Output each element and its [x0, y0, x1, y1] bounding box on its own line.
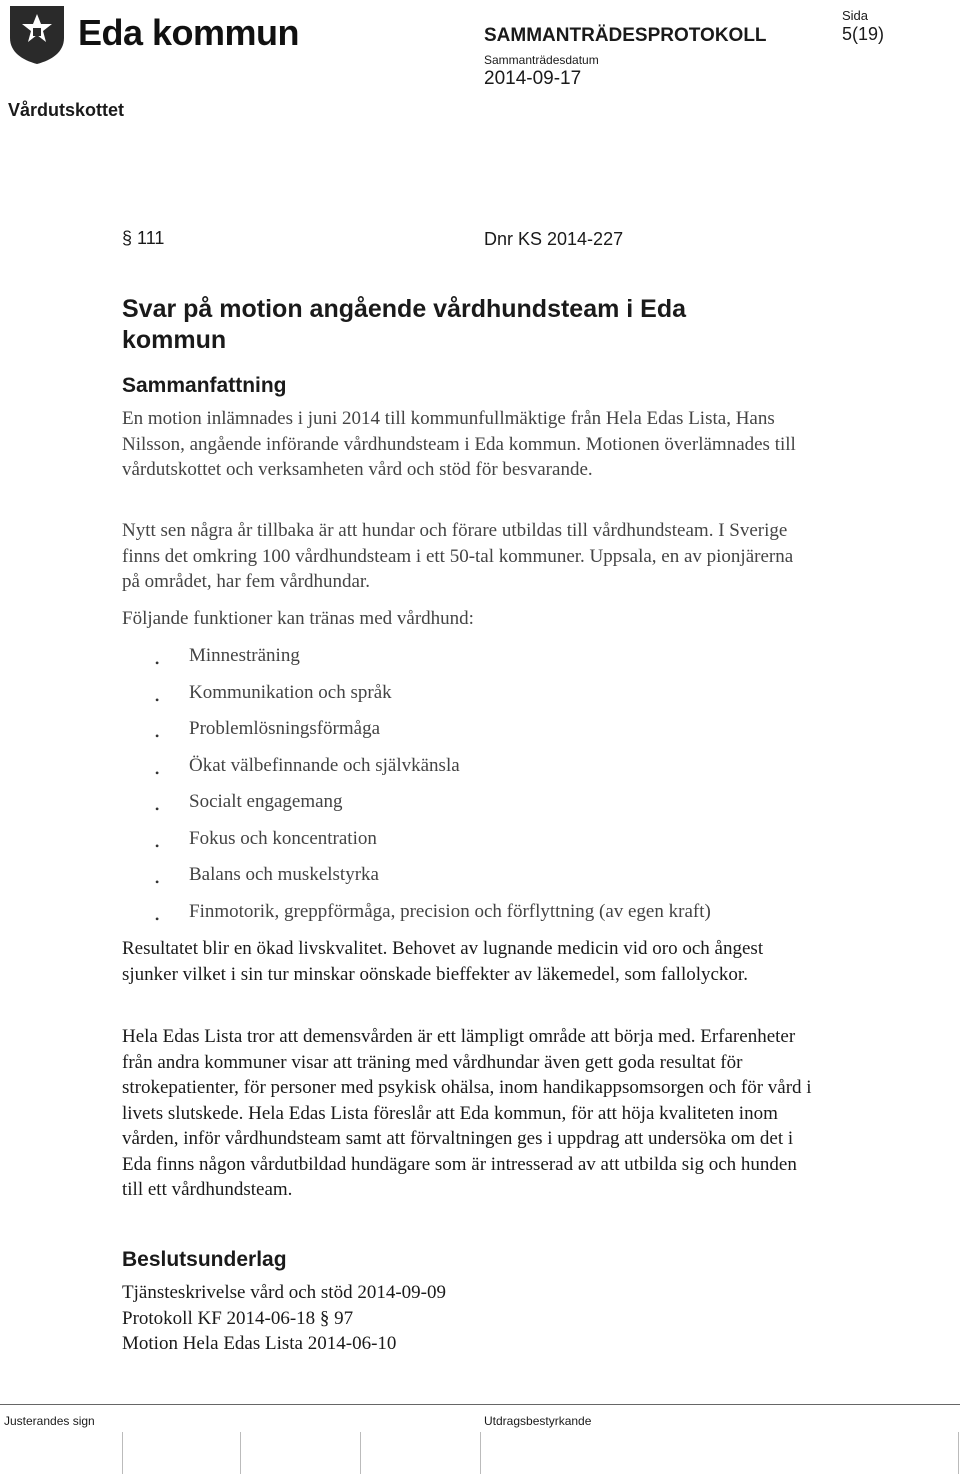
- bullet-icon: •: [155, 692, 160, 707]
- committee-name: Vårdutskottet: [8, 100, 125, 120]
- list-item: • Minnesträning: [122, 643, 711, 680]
- summary-paragraph-2: Nytt sen några år tillbaka är att hundar och förare utbildas till vårdhundsteam. I Sverige finns det omkring 100 vårdhundsteam i ett 50-tal kommuner. Uppsala, en av pionjärerna på området, har fem vårdhundar.: [122, 520, 794, 592]
- summary-paragraph-3: Följande funktioner kan tränas med vårdhund:: [122, 608, 474, 629]
- signature-box-divider: [122, 1432, 123, 1474]
- list-item: • Kommunikation och språk: [122, 680, 711, 717]
- logo-icon: [8, 4, 66, 66]
- diary-number: Dnr KS 2014-227: [484, 229, 624, 249]
- utdragsbestyrkande-label: Utdragsbestyrkande: [484, 1414, 592, 1428]
- bullet-icon: •: [155, 765, 160, 780]
- paragraph-number: [122, 228, 164, 249]
- list-item: • Finmotorik, greppförmåga, precision och förflyttning (av egen kraft): [122, 899, 711, 936]
- signature-box-divider: [360, 1432, 361, 1474]
- list-item: Protokoll KF 2014-06-18 § 97: [122, 1307, 354, 1329]
- footer-divider: [0, 1404, 960, 1405]
- decision-basis-list: [122, 1280, 622, 1357]
- summary-paragraph-5: Hela Edas Lista tror att demensvården är ett lämpligt område att börja med. Erfarenheter från andra kommuner visar att träning med vårdhundar även gett goda resultat för strokepatienter, för personer med psykisk ohälsa, inom handikappsomsorgen och för vård i livets slutskede. Hela Edas Lista föreslår att Eda kommun, för att höja kvaliteten inom vården, inför vårdhundsteam samt att förvaltningen ges i uppdrag att undersöka om det i Eda finns någon vårdutbildad hundägare som är intresserad av att utbilda sig och hunden till ett vårdhundsteam.: [122, 1026, 812, 1200]
- summary-heading: Sammanfattning: [122, 374, 287, 397]
- justerandes-sign-label: Justerandes sign: [4, 1414, 95, 1428]
- list-item: • Balans och muskelstyrka: [122, 862, 711, 899]
- page-label: Sida: [842, 8, 869, 23]
- bullet-icon: •: [155, 656, 160, 670]
- bullet-icon: •: [155, 729, 160, 743]
- bullet-icon: •: [155, 911, 160, 926]
- signature-box-divider: [958, 1432, 959, 1474]
- page-number: 5(19): [842, 24, 885, 44]
- page-title: Svar på motion angående vårdhundsteam i Eda kommun: [122, 295, 687, 354]
- logo-text: Eda kommun: [78, 12, 300, 53]
- list-item: • Socialt engagemang: [122, 789, 711, 826]
- signature-box-divider: [240, 1432, 241, 1474]
- section-sign: §: [122, 228, 133, 248]
- list-item: Tjänsteskrivelse vård och stöd 2014-09-09: [122, 1282, 446, 1303]
- bullet-icon: •: [155, 838, 160, 853]
- summary-paragraph-1: En motion inlämnades i juni 2014 till kommunfullmäktige från Hela Edas Lista, Hans Nilsson, angående införande vårdhundsteam i Eda kommun. Motionen överlämnades till vårdutskottet och verksamheten vård och stöd för besvarande.: [122, 408, 796, 480]
- decision-basis-heading: Beslutsunderlag: [122, 1248, 287, 1271]
- signature-box-divider: [480, 1432, 481, 1474]
- list-item: • Ökat välbefinnande och självkänsla: [122, 753, 711, 790]
- list-item: Motion Hela Edas Lista 2014-06-10: [122, 1333, 397, 1354]
- bullet-icon: •: [155, 802, 160, 816]
- summary-paragraph-4: Resultatet blir en ökad livskvalitet. Behovet av lugnande medicin vid oro och ångest sjunker vilket i sin tur minskar oönskade bieffekter av läkemedel, som fallolyckor.: [122, 938, 764, 985]
- document-type: SAMMANTRÄDESPROTOKOLL: [484, 25, 767, 46]
- bullet-icon: •: [155, 875, 160, 889]
- list-item: • Fokus och koncentration: [122, 826, 711, 863]
- meeting-date-label: Sammanträdesdatum: [484, 53, 599, 67]
- paragraph-id: 111: [137, 228, 165, 248]
- meeting-date: 2014-09-17: [484, 68, 582, 89]
- function-list: [122, 643, 711, 935]
- list-item: • Problemlösningsförmåga: [122, 716, 711, 753]
